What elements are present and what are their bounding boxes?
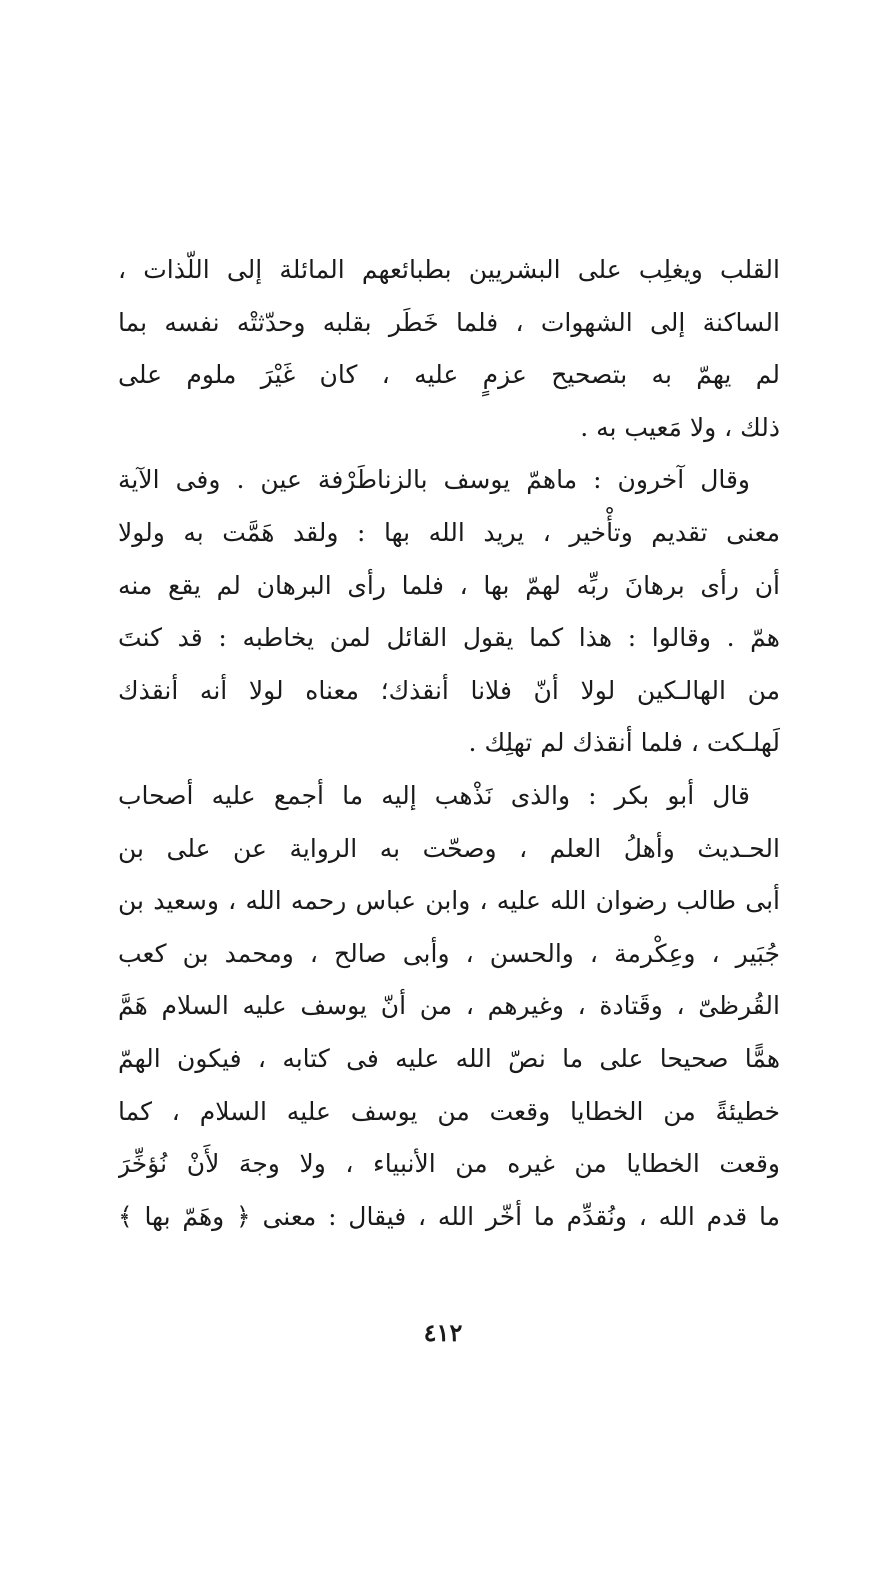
- text-line: خطيئةً من الخطايا وقعت من يوسف عليه السلام ، كما: [118, 1096, 780, 1126]
- text-line: القُرظىّ ، وقَتادة ، وغيرهم ، من أنّ يوسف عليه السلام هَمَّ: [118, 991, 780, 1021]
- text-line: أن رأى برهانَ ربِّه لهمّ بها ، فلما رأى البرهان لم يقع منه: [118, 570, 780, 600]
- body-text: [118, 244, 780, 1243]
- text-line: ذلك ، ولا مَعيب به .: [580, 412, 780, 442]
- text-line: الساكنة إلى الشهوات ، فلما خَطَر بقلبه وحدّثتْه نفسه بما: [118, 307, 780, 337]
- text-line: معنى تقديم وتأْخير ، يريد الله بها : ولقد هَمَّت به ولولا: [118, 517, 780, 547]
- text-line: القلب ويغلِب على البشريين بطبائعهم المائلة إلى اللّذات ،: [118, 255, 780, 284]
- page-number: ٤١٢: [423, 1318, 463, 1347]
- text-line: وقال آخرون : ماهمّ يوسف بالزناطَرْفة عين . وفى الآية: [118, 465, 750, 495]
- text-line: قال أبو بكر : والذى نَذْهب إليه ما أجمع عليه أصحاب: [118, 780, 750, 810]
- text-line: ما قدم الله ، ونُقدِّم ما أخّر الله ، فيقال : معنى ﴿ وهَمّ بها ﴾: [118, 1201, 780, 1231]
- text-line: الحـديث وأهلُ العلم ، وصحّت به الرواية عن على بن: [118, 833, 780, 863]
- text-line: لم يهمّ به بتصحيح عزمٍ عليه ، كان غَيْرَ ملوم على: [118, 360, 780, 390]
- text-line: لَهلـكت ، فلما أنقذك لم تهلِك .: [468, 728, 780, 758]
- text-line: جُبَير ، وعِكْرمة ، والحسن ، وأبى صالح ، ومحمد بن كعب: [118, 938, 780, 968]
- text-line: همّ . وقالوا : هذا كما يقول القائل لمن يخاطبه : قد كنتَ: [118, 623, 780, 653]
- text-line: وقعت الخطايا من غيره من الأنبياء ، ولا وجهَ لأَنْ نُؤخِّرَ: [118, 1149, 780, 1179]
- text-line: من الهالـكين لولا أنّ فلانا أنقذك؛ معناه لولا أنه أنقذك: [118, 675, 780, 705]
- text-line: همًّا صحيحا على ما نصّ الله عليه فى كتابه ، فيكون الهمّ: [118, 1043, 780, 1073]
- text-line: أبى طالب رضوان الله عليه ، وابن عباس رحمه الله ، وسعيد بن: [118, 886, 780, 916]
